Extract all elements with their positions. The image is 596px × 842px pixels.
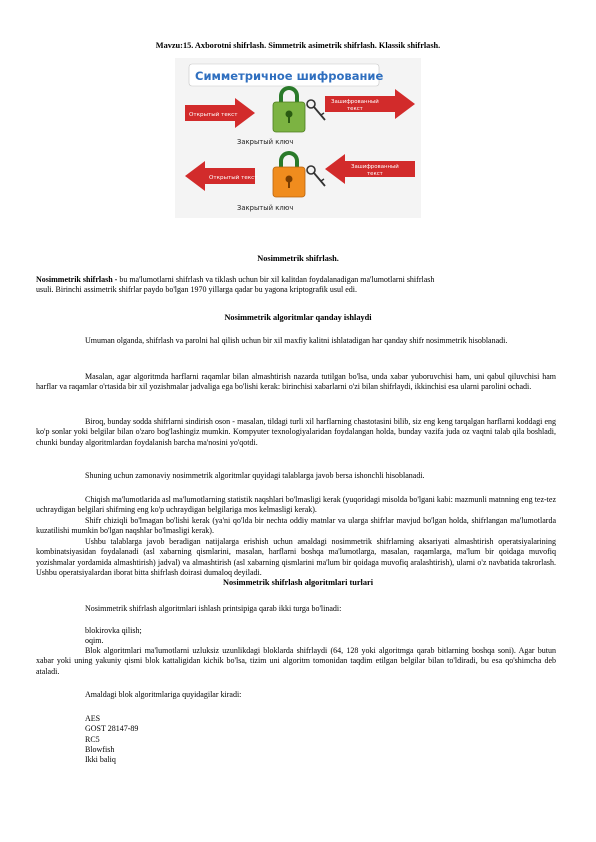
list-item: AES: [85, 714, 101, 723]
definition-paragraph: Nosimmetrik shifrlash - bu ma'lumotlarni shifrlash va tiklash uchun bir xil kalitdan foydalanadigan ma'lumotlarni shifrlash usuli. Birinchi assimetrik shifrlar paydo bo'lgan 1970 yillarga qadar bu yagona kriptografik usul edi.: [36, 275, 435, 295]
list-item: oqim.: [85, 636, 104, 646]
list-item: RC5: [85, 734, 100, 744]
svg-text:Зашифрованный: Зашифрованный: [351, 164, 399, 170]
key-label: Закрытый ключ: [237, 204, 294, 212]
list-item: GOST 28147-89: [85, 724, 139, 734]
paragraph: Masalan, agar algoritmda harflarni raqamlar bilan almashtirish nazarda tutilgan bo'lsa, unda xabar yuboruvchisi ham, uni qabul qiluvchisi ham harflar va raqamlar o'rtasida bir xil yozishmalar jadvaliga ega bo'lishi kerak: birinchisi xabarlarni o'zi bilan shifrlaydi, ikkinchisi esa ularni parolini ochadi.: [36, 372, 556, 392]
list-item: blokirovka qilish;: [85, 626, 142, 635]
svg-text:Зашифрованный: Зашифрованный: [331, 99, 379, 105]
section-heading: Nosimmetrik algoritmlar qanday ishlaydi: [224, 313, 372, 322]
figure-illustration: [175, 58, 421, 218]
svg-text:Открытый текст: Открытый текст: [209, 175, 258, 181]
paragraph: Blok algoritmlari ma'lumotlarni uzluksiz uzunlikdagi bloklarda shifrlaydi (64, 128 yoki algoritmga qarab bitlarning boshqa soni). Agar butun xabar yoki uning yakuniy qismi blok kattaligidan kichik bo'lsa, tizim uni algoritm tomonidan taqdim etilgan belgilar bilan to'ldiradi, bu esa qo'shimcha deb ataladi.: [36, 646, 556, 676]
svg-text:текст: текст: [347, 106, 363, 112]
svg-text:Открытый текст: Открытый текст: [189, 112, 238, 118]
definition-term: Nosimmetrik shifrlash -: [36, 275, 118, 284]
svg-text:текст: текст: [367, 171, 383, 177]
paragraph: Amaldagi blok algoritmlariga quyidagilar kiradi:: [85, 690, 242, 699]
paragraph: Biroq, bunday sodda shifrlarni sindirish oson - masalan, tildagi turli xil harflarning chastotasini bilib, siz eng keng tarqalgan harflarni koddagi eng ko'p sonlar yoki belgilar bilan o'zaro bog'lashingiz mumkin. Kompyuter texnologiyalaridan foydalangan holda, bunday vazifa juda oz vaqtni talab qila boshladi, chunki bunday algoritmlardan foydalanish barcha ma'nosini yo'qotdi.: [36, 417, 556, 447]
paragraph: Shuning uchun zamonaviy nosimmetrik algoritmlar quyidagi talablarga javob bersa ishonchli hisoblanadi.: [85, 471, 425, 480]
paragraph: Ushbu talablarga javob beradigan natijalarga erishish uchun amaldagi nosimmetrik shifrlarning aksariyati almashtirish operatsiyalarining kombinatsiyasidan foydalanadi (asl xabarning qismlarini, masalan, harflarni boshqa ma'lumotlarga, masalan, raqamlarga, ma'lum bir qoidaga muvofiq yozishmalar yordamida almashtirish) jadval) va almashtirish (asl xabarning qismlarini ma'lum bir qoidaga muvofiq aralashtirish), ularni o'z navbatida takrorlash. Ushbu operatsiyalardan iborat bitta shifrlash doirasi dumaloq deyiladi.: [36, 537, 556, 577]
symmetric-encryption-figure: [175, 58, 421, 218]
section-heading: Nosimmetrik shifrlash.: [257, 254, 339, 263]
key-label: Закрытый ключ: [237, 138, 294, 146]
types-list: [85, 626, 142, 647]
paragraph: Umuman olganda, shifrlash va parolni hal qilish uchun bir xil maxfiy kalitni ishlatadigan har qanday shifr nosimmetrik hisoblanadi.: [85, 336, 508, 345]
figure-header-text: Симметричное шифрование: [195, 69, 384, 83]
paragraph: Nosimmetrik shifrlash algoritmlari ishlash printsipiga qarab ikki turga bo'linadi:: [85, 604, 342, 613]
paragraph: Chiqish ma'lumotlarida asl ma'lumotlarning statistik naqshlari bo'lmasligi kerak (yuqoridagi misolda bo'lgani kabi: mazmunli matnning eng tez-tez uchraydigan belgilari shifrning eng ko'p uchraydigan belgilariga mos kelmasligi kerak).: [36, 495, 556, 515]
list-item: Ikki baliq: [85, 755, 116, 765]
section-heading: Nosimmetrik shifrlash algoritmlari turlari: [222, 578, 373, 587]
page-title: Mavzu:15. Axborotni shifrlash. Simmetrik asimetrik shifrlash. Klassik shifrlash.: [155, 41, 441, 50]
paragraph: Shifr chiziqli bo'lmagan bo'lishi kerak (ya'ni qo'lda bir nechta oddiy matnlar va ularga shifrlar mavjud bo'lgan holda, shifrlangan ma'lumotlarda kuzatilishi mumkin bo'lgan naqshlar bo'lmasligi kerak).: [36, 516, 556, 536]
algorithms-list: [85, 714, 138, 765]
list-item: Blowfish: [85, 744, 115, 754]
